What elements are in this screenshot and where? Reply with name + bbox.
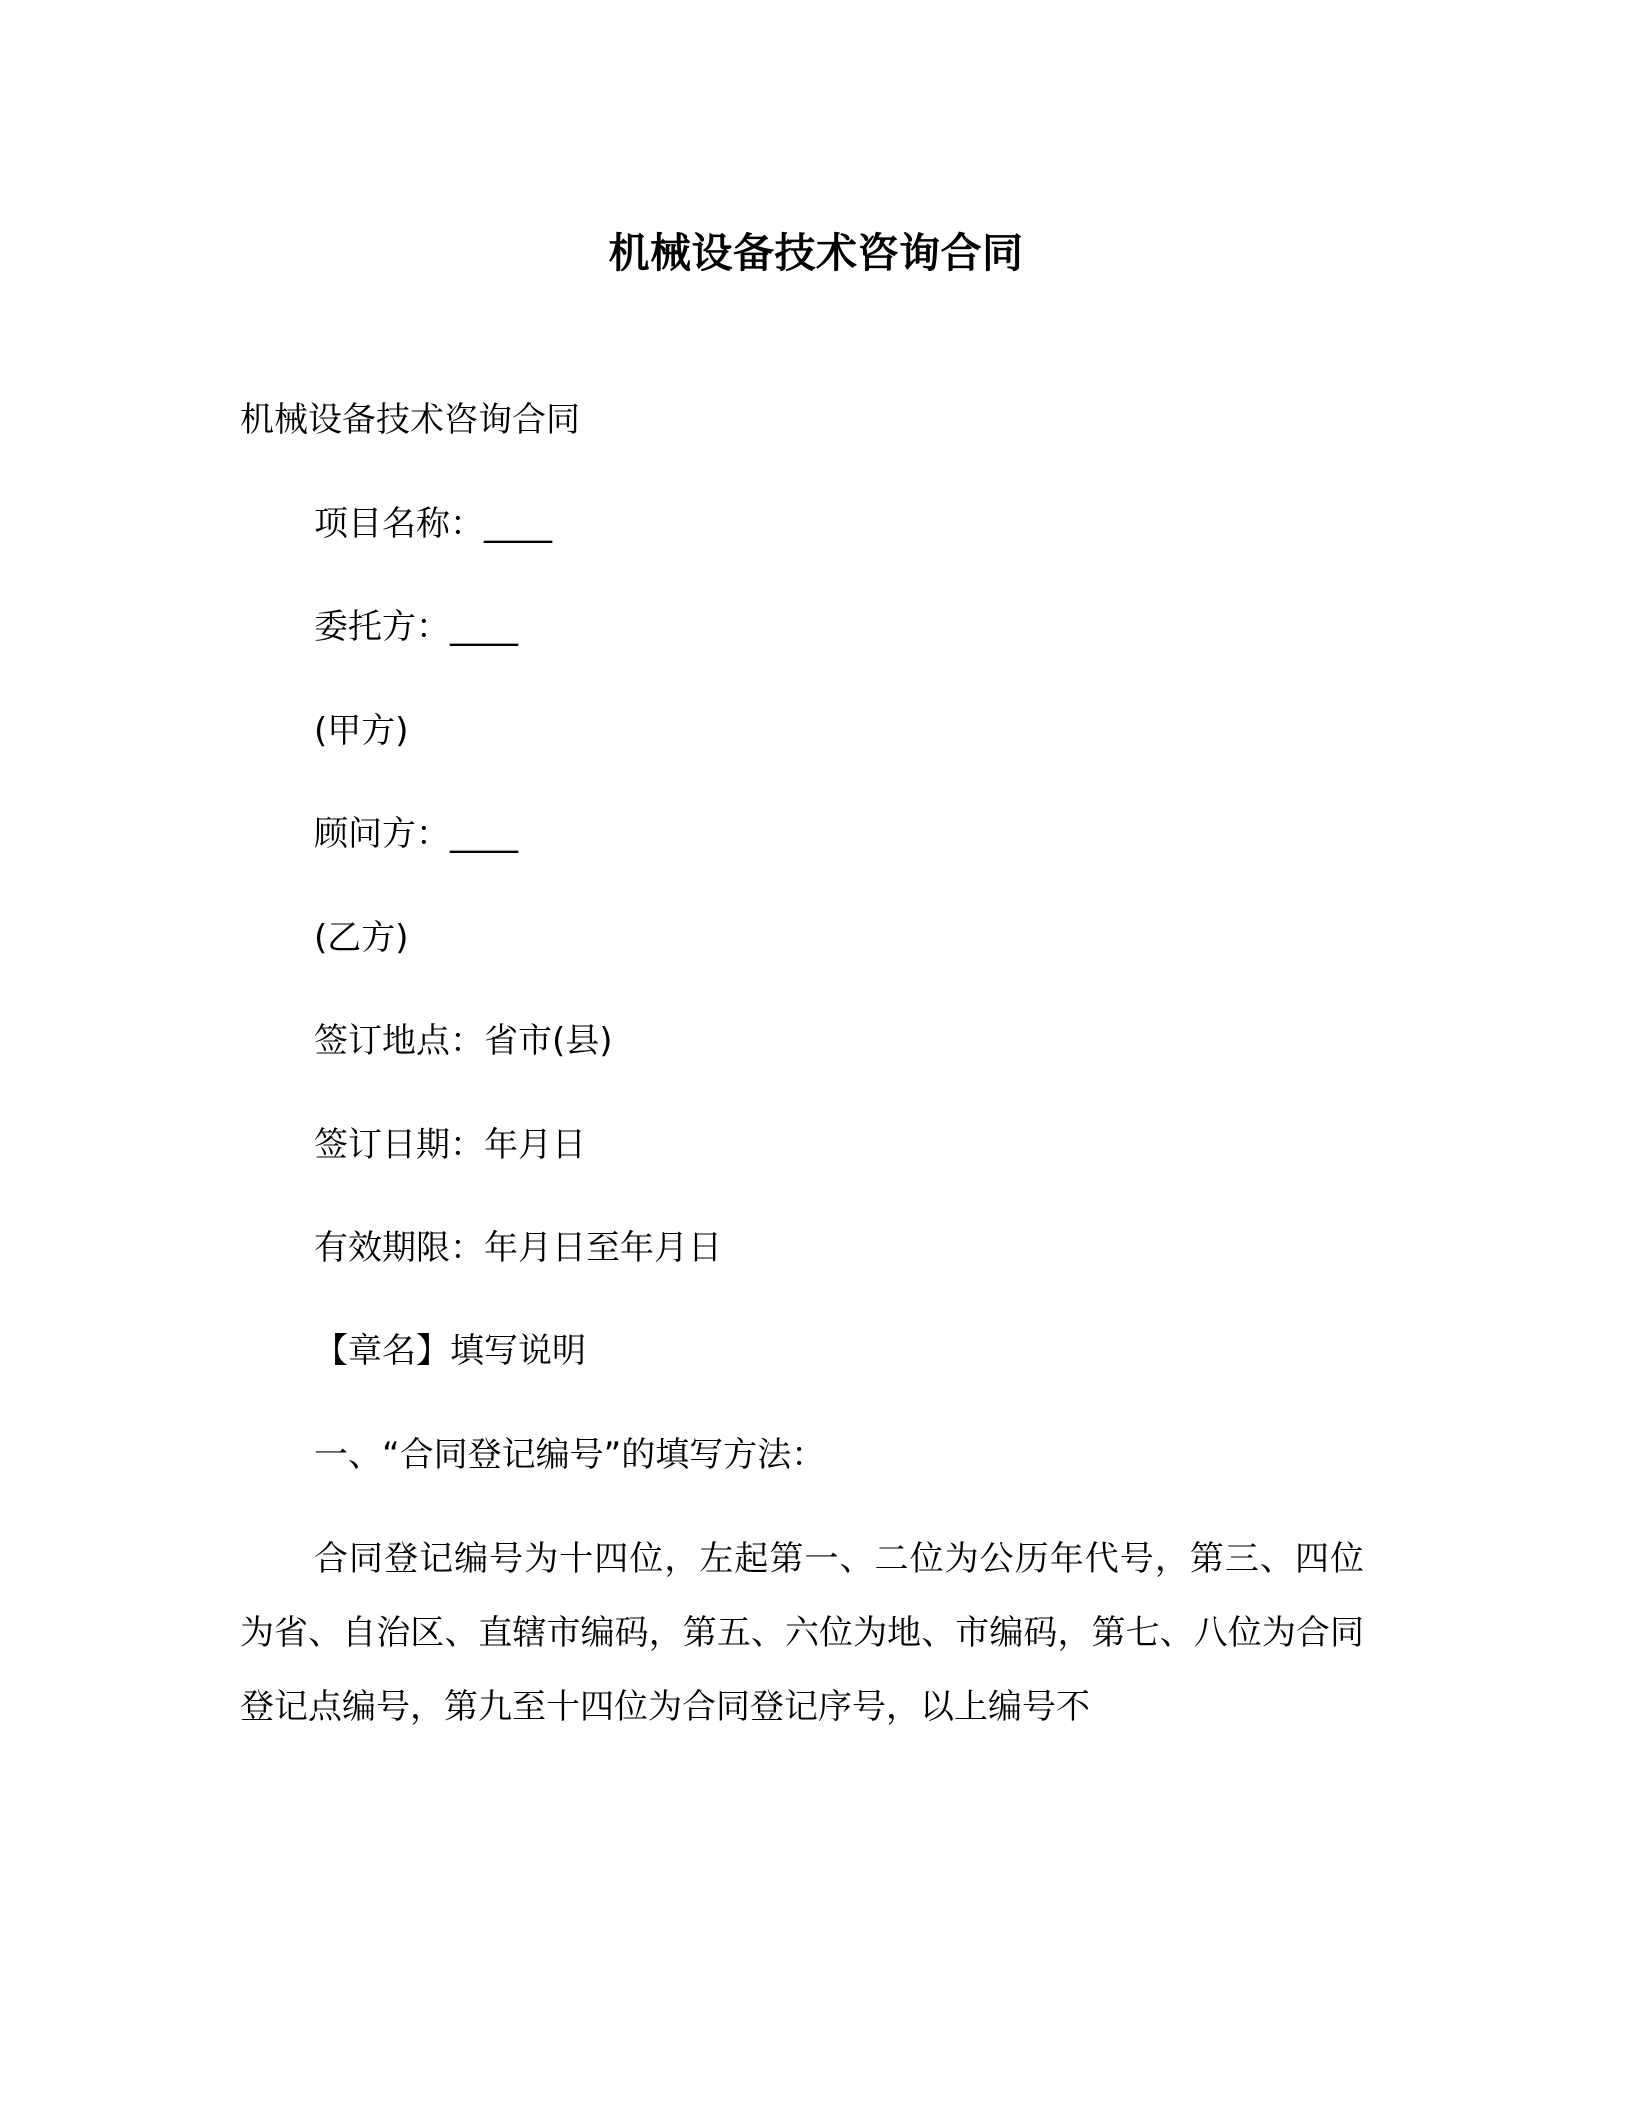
section-one-body: 合同登记编号为十四位，左起第一、二位为公历年代号，第三、四位为省、自治区、直辖市编码，第五、六位为地、市编码，第七、八位为合同登记点编号，第九至十四位为合同登记序号，以上编号不 [240,1539,1364,1727]
field-validity: 有效期限：年月日至年月日 [314,1228,722,1268]
chapter-heading: 【章名】填写说明 [314,1331,586,1371]
field-project-name: 项目名称：____ [314,504,552,544]
document-title: 机械设备技术咨询合同 [608,229,1024,277]
document-subtitle: 机械设备技术咨询合同 [240,400,580,440]
field-consultant-role: (乙方) [314,918,409,958]
field-signing-date: 签订日期：年月日 [314,1125,586,1165]
field-client: 委托方：____ [314,607,518,647]
field-consultant: 顾问方：____ [314,814,518,854]
section-one-heading: 一、“合同登记编号”的填写方法： [314,1435,826,1475]
field-client-role: (甲方) [314,711,409,751]
field-signing-place: 签订地点：省市(县) [314,1021,613,1061]
